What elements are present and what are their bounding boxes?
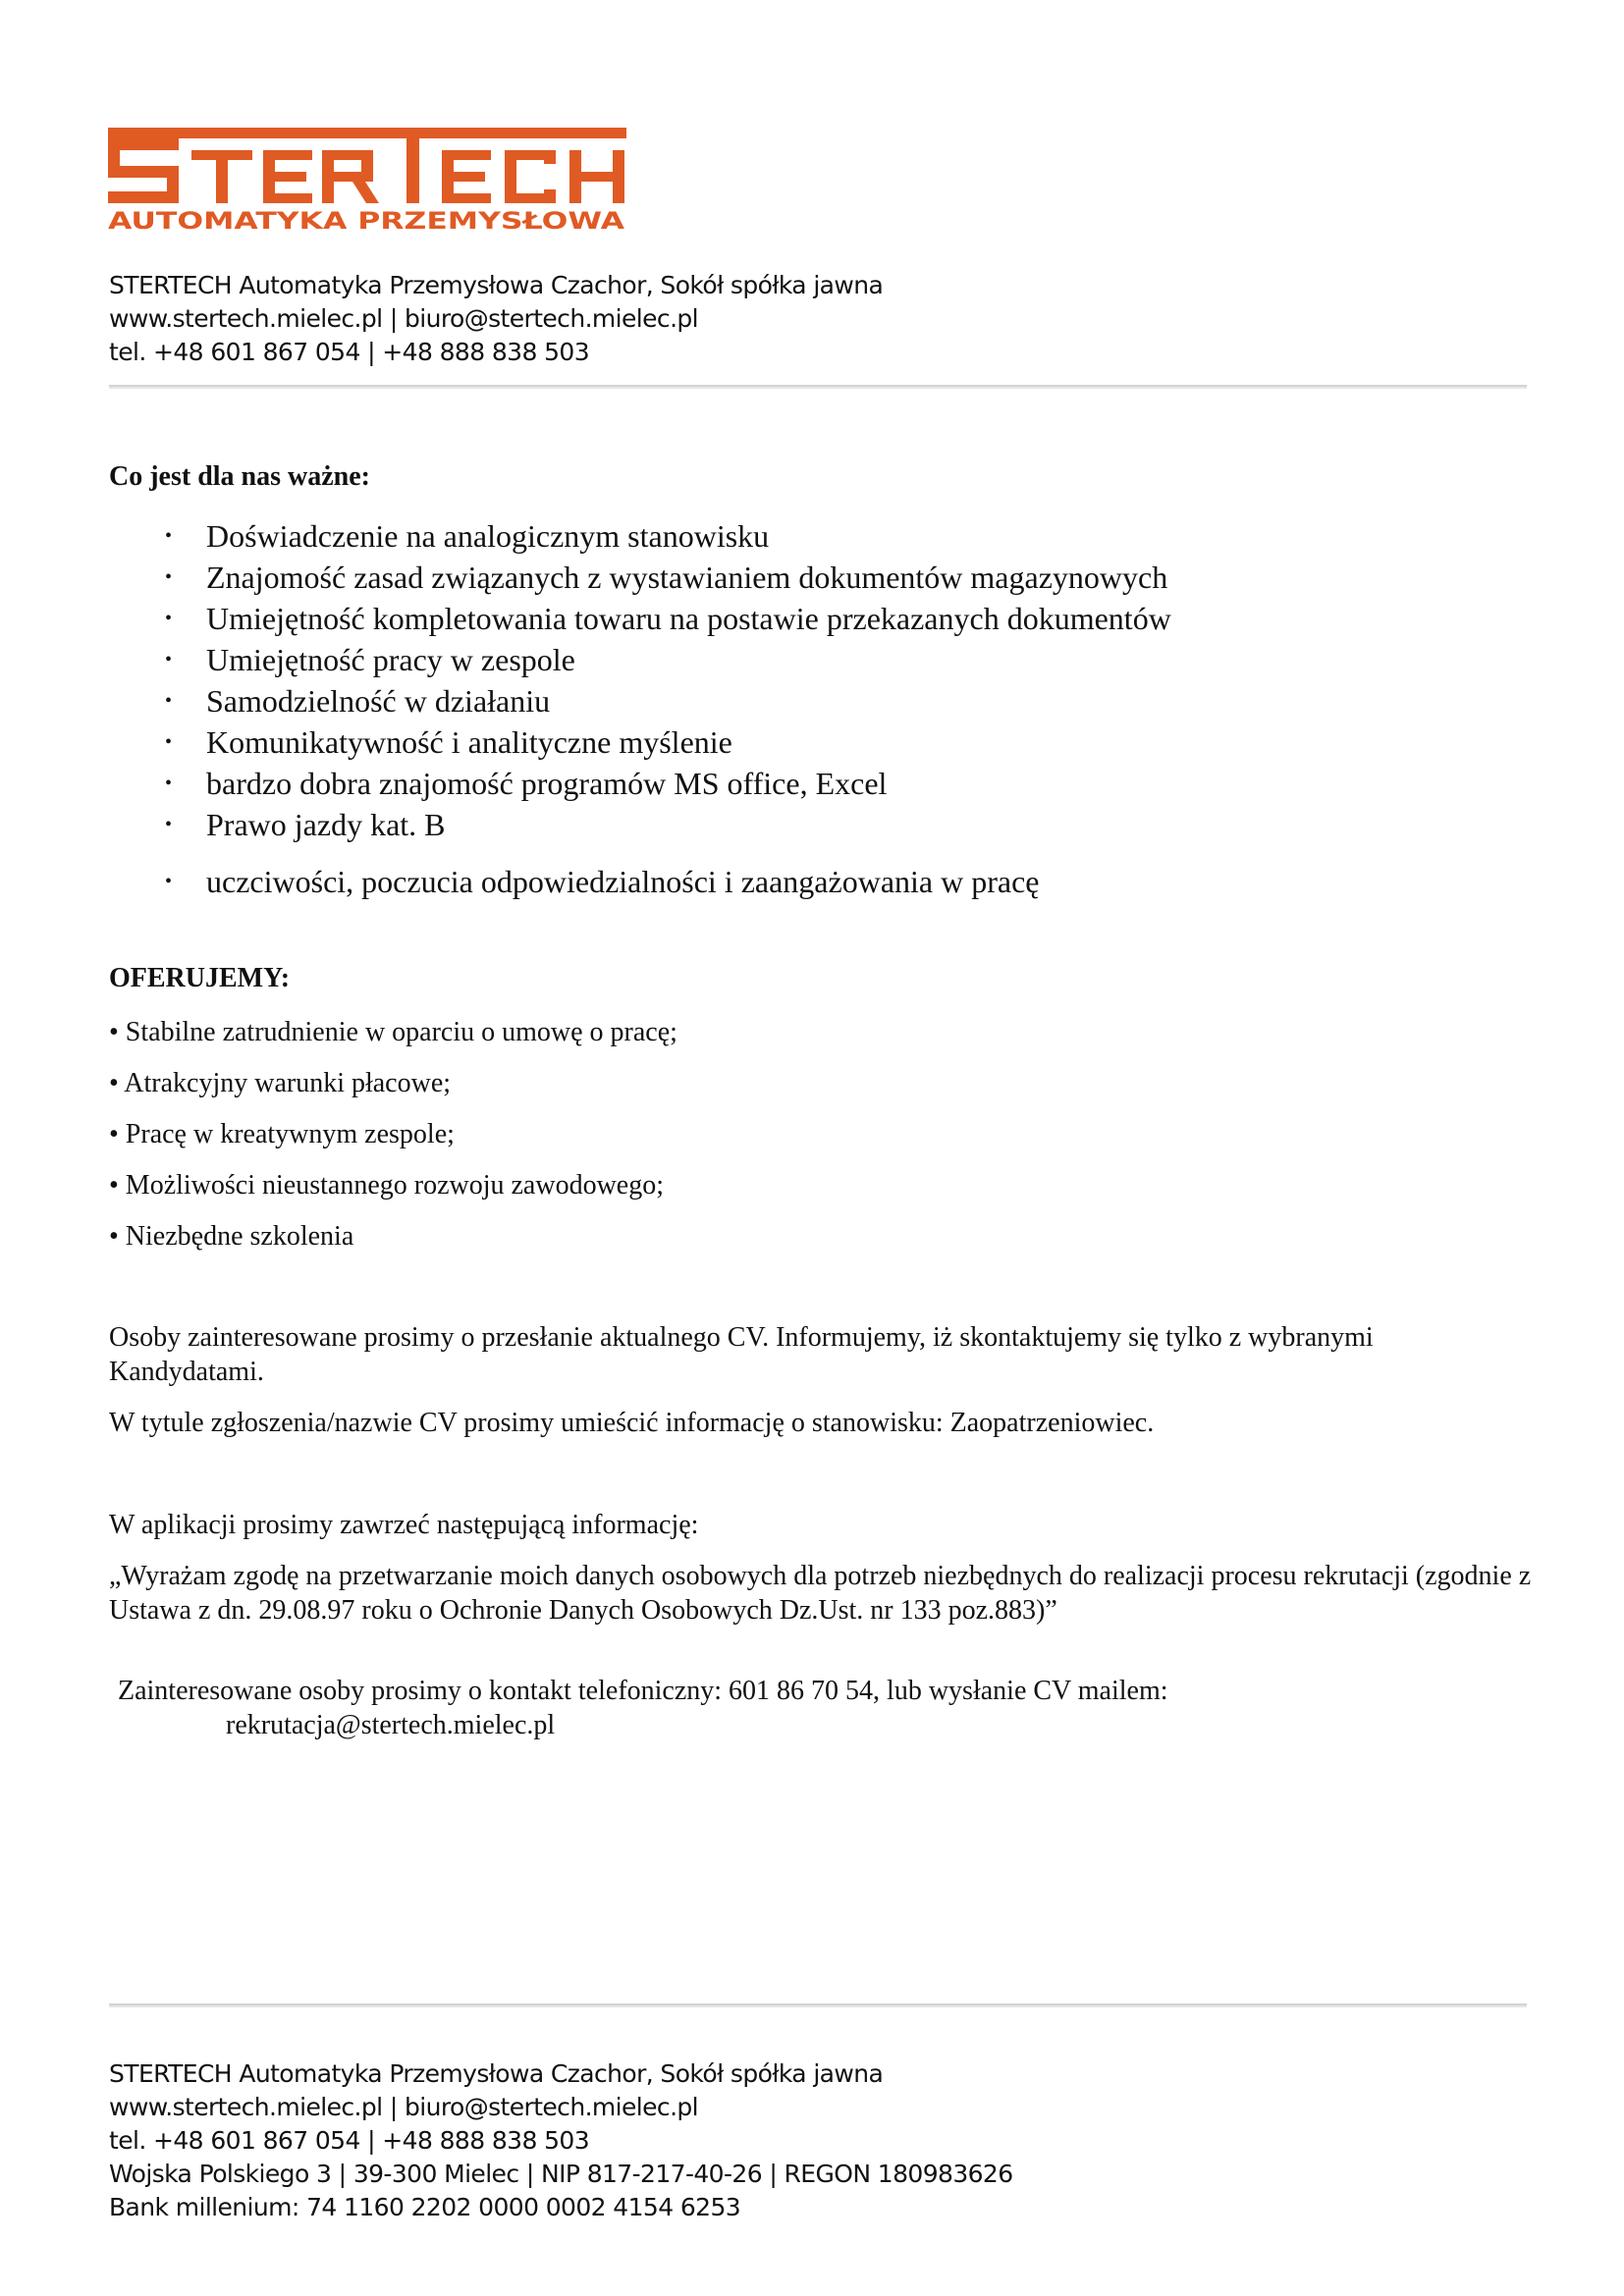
bullet-icon: • [165,690,173,712]
company-name-line: STERTECH Automatyka Przemysłowa Czachor, Sokół spółka jawna [109,271,884,299]
requirement-item: • Znajomość zasad związanych z wystawianiem dokumentów magazynowych [157,557,1171,598]
footer-phone-line: tel. +48 601 867 054 | +48 888 838 503 [109,2126,590,2155]
offer-item: • Atrakcyjny warunki płacowe; [109,1068,452,1098]
consent-clause: „Wyrażam zgodę na przetwarzanie moich danych osobowych dla potrzeb niezbędnych do realizacji procesu rekrutacji (zgodnie z Ustawa z dn. 29.08.97 roku o Ochronie Danych Osobowych Dz.Ust. nr 133 poz.883)” [109,1561,1532,1626]
footer-company-name-line: STERTECH Automatyka Przemysłowa Czachor, Sokół spółka jawna [109,2059,884,2088]
requirement-item: • Samodzielność w działaniu [157,680,1171,721]
phone-line: tel. +48 601 867 054 | +48 888 838 503 [109,338,590,366]
offer-item: • Możliwości nieustannego rozwoju zawodowego; [109,1170,665,1201]
requirement-item: • bardzo dobra znajomość programów MS office, Excel [157,763,1171,804]
logo-tagline: AUTOMATYKA PRZEMYSŁOWA [108,207,625,232]
offer-item: • Niezbędne szkolenia [109,1221,354,1252]
bullet-icon: • [165,525,173,547]
requirement-item: • Komunikatywność i analityczne myślenie [157,721,1171,763]
footer-bank-line: Bank millenium: 74 1160 2202 0000 0002 4154 6253 [109,2193,741,2221]
stertech-logo-graphic [108,126,626,232]
bullet-icon: • [165,566,173,588]
offer-item: • Stabilne zatrudnienie w oparciu o umowę o pracę; [109,1017,677,1047]
header-divider [109,385,1527,389]
offer-heading: OFERUJEMY: [109,963,291,993]
offer-list [109,1013,677,1268]
bullet-icon: • [165,649,173,670]
requirement-item: • Prawo jazdy kat. B [157,804,1171,845]
recruitment-email-link[interactable]: rekrutacja@stertech.mielec.pl [226,1710,556,1740]
requirement-item: • Umiejętność pracy w zespole [157,639,1171,680]
header-contact-block [109,269,883,369]
requirements-heading: Co jest dla nas ważne: [109,461,370,492]
requirement-item: • uczciwości, poczucia odpowiedzialności i zaangażowania w pracę [157,861,1171,902]
web-email-line: www.stertech.mielec.pl | biuro@stertech.mielec.pl [109,304,699,333]
bullet-icon: • [165,773,173,794]
company-logo [108,126,626,232]
offer-item: • Pracę w kreatywnym zespole; [109,1119,455,1149]
requirement-item: • Doświadczenie na analogicznym stanowisku [157,515,1171,557]
cv-title-paragraph: W tytule zgłoszenia/nazwie CV prosimy umieścić informację o stanowisku: Zaopatrzeniowiec. [109,1408,1155,1438]
requirement-item: • Umiejętność kompletowania towaru na postawie przekazanych dokumentów [157,598,1171,639]
footer-divider [109,2003,1527,2007]
bullet-icon: • [165,608,173,629]
cv-request-paragraph: Osoby zainteresowane prosimy o przesłanie aktualnego CV. Informujemy, iż skontaktujemy się tylko z wybranymi Kandydatami. [109,1322,1374,1387]
footer-address-line: Wojska Polskiego 3 | 39-300 Mielec | NIP 817-217-40-26 | REGON 180983626 [109,2160,1013,2188]
footer-web-email-line: www.stertech.mielec.pl | biuro@stertech.mielec.pl [109,2093,699,2121]
footer-contact-block [109,2057,1013,2224]
bullet-icon: • [165,871,173,892]
bullet-icon: • [165,731,173,753]
contact-paragraph: Zainteresowane osoby prosimy o kontakt telefoniczny: 601 86 70 54, lub wysłanie CV mailem: [118,1676,1168,1706]
bullet-icon: • [165,814,173,835]
application-info-paragraph: W aplikacji prosimy zawrzeć następującą informację: [109,1510,699,1540]
requirements-list [157,515,1171,902]
